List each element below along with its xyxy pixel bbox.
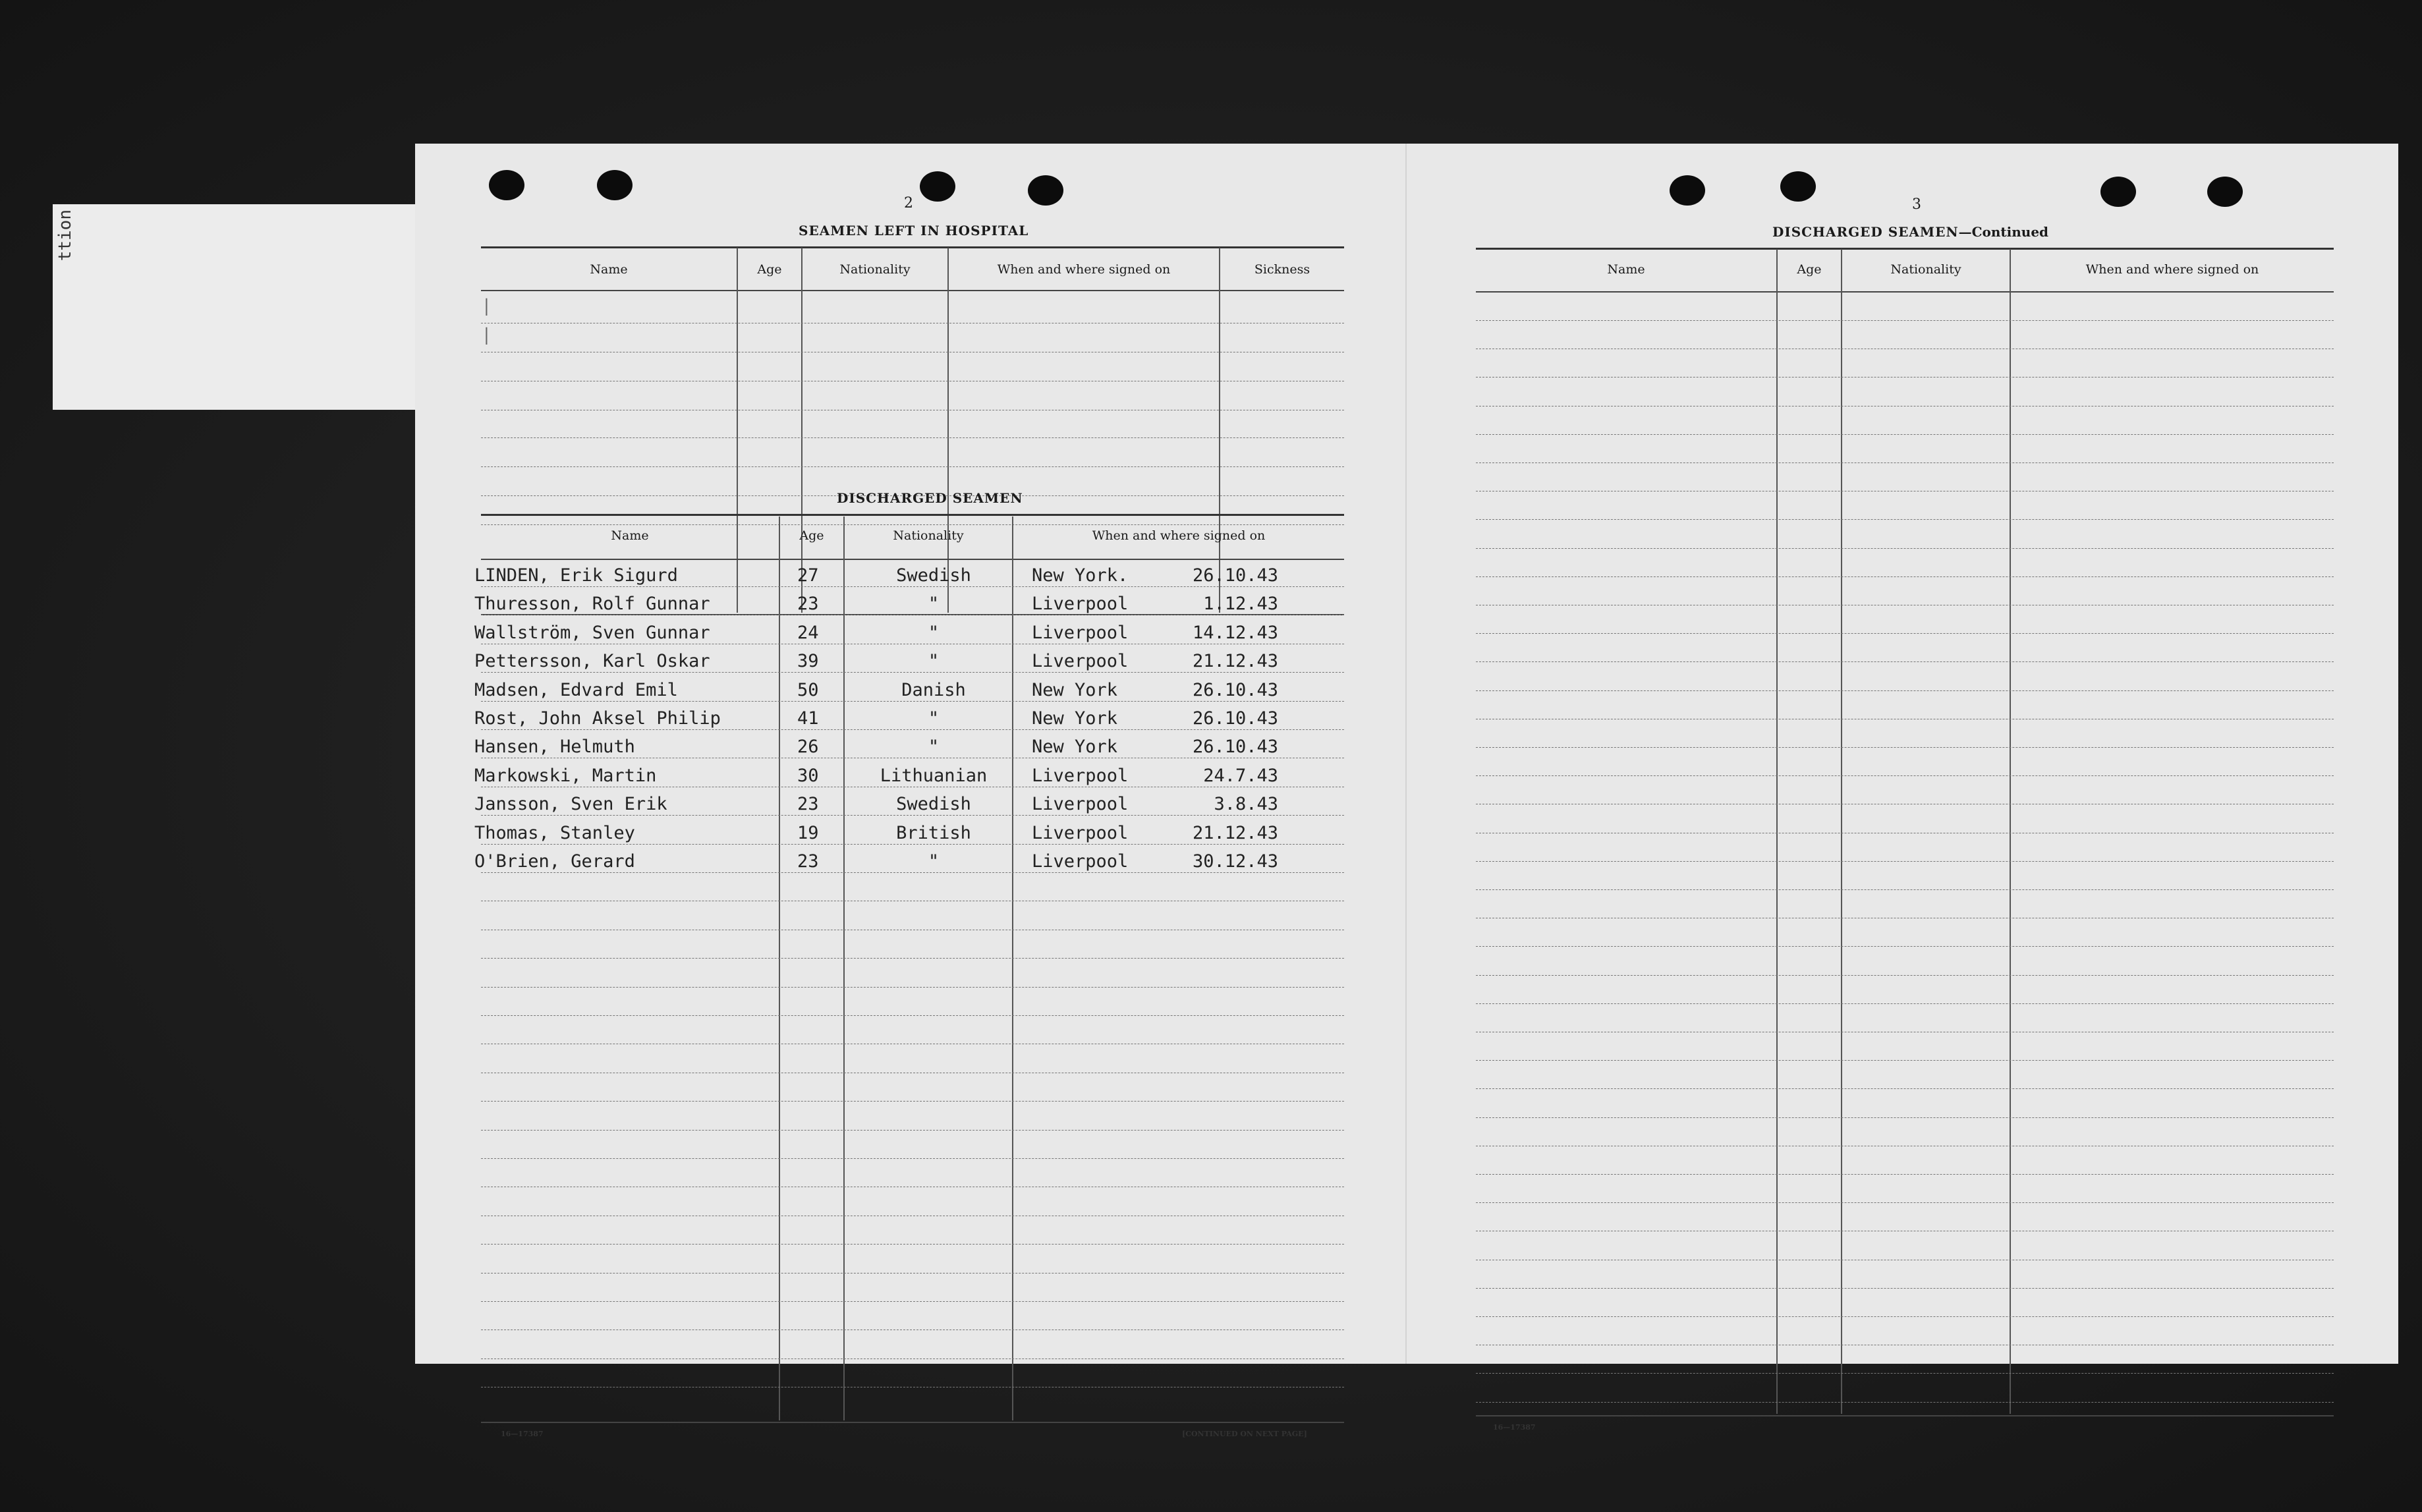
right-row-line — [1476, 519, 2334, 520]
right-row-line — [1476, 1174, 2334, 1175]
center-fold — [1405, 144, 1407, 1364]
hospital-row-line — [481, 437, 1344, 438]
discharged-row-line — [481, 1301, 1344, 1302]
right-col-rule — [2010, 249, 2011, 1414]
form-number-left: 16—17387 — [501, 1430, 544, 1438]
signed-on-date: 1.12.43 — [1203, 594, 1278, 614]
punch-hole — [920, 171, 955, 202]
signed-on-date: 24.7.43 — [1203, 766, 1278, 786]
signed-on-date: 26.10.43 — [1192, 737, 1278, 757]
seaman-nationality: Swedish — [896, 565, 971, 586]
seaman-age: 19 — [797, 823, 819, 843]
discharged-top-rule — [481, 514, 1344, 516]
hospital-col-rule — [1219, 248, 1220, 613]
seaman-nationality: " — [928, 594, 940, 614]
seaman-nationality: " — [928, 851, 940, 872]
hospital-row-line — [481, 524, 1344, 525]
signed-on-date: 26.10.43 — [1192, 680, 1278, 700]
seaman-age: 30 — [797, 766, 819, 786]
right-row-line — [1476, 1117, 2334, 1118]
right-row-line — [1476, 462, 2334, 463]
discharged-header-nationality: Nationality — [893, 528, 964, 543]
seaman-nationality: " — [928, 708, 940, 729]
right-header-signed-on: When and where signed on — [2085, 262, 2259, 277]
discharged-header-rule — [481, 559, 1344, 560]
hospital-row-line — [481, 466, 1344, 467]
signed-on-place: Liverpool — [1032, 823, 1129, 843]
seaman-age: 24 — [797, 623, 819, 643]
right-row-line — [1476, 661, 2334, 662]
seaman-nationality: British — [896, 823, 971, 843]
seaman-name: Thomas, Stanley — [474, 823, 635, 843]
signed-on-place: Liverpool — [1032, 794, 1129, 814]
seaman-name: Thuresson, Rolf Gunnar — [474, 594, 710, 614]
discharged-col-rule — [843, 517, 845, 1420]
signed-on-date: 26.10.43 — [1192, 565, 1278, 586]
discharged-row-line — [481, 1273, 1344, 1274]
signed-on-date: 30.12.43 — [1192, 851, 1278, 872]
seaman-nationality: Danish — [901, 680, 966, 700]
seaman-name: Wallström, Sven Gunnar — [474, 623, 710, 643]
signed-on-place: New York — [1032, 708, 1118, 729]
right-header-name: Name — [1607, 262, 1645, 277]
seaman-name: Markowski, Martin — [474, 766, 657, 786]
discharged-col-rule — [779, 517, 780, 1420]
right-row-line — [1476, 861, 2334, 862]
punch-hole — [2100, 177, 2136, 207]
discharged-row-line — [481, 958, 1344, 959]
right-header-rule — [1476, 291, 2334, 293]
punch-hole — [2207, 177, 2243, 207]
left-page-bottom-rule — [481, 1422, 1344, 1423]
right-row-line — [1476, 576, 2334, 577]
seaman-nationality: Lithuanian — [880, 766, 988, 786]
right-row-line — [1476, 946, 2334, 947]
seaman-nationality: Swedish — [896, 794, 971, 814]
discharged-row-line — [481, 729, 1344, 730]
hospital-header-signed-on: When and where signed on — [997, 262, 1171, 277]
discharged-row-line — [481, 701, 1344, 702]
signed-on-date: 14.12.43 — [1192, 623, 1278, 643]
punch-hole — [597, 170, 633, 200]
right-row-line — [1476, 747, 2334, 748]
right-header-age: Age — [1797, 262, 1822, 277]
hospital-col-rule — [947, 248, 949, 613]
hospital-header-nationality: Nationality — [839, 262, 911, 277]
seaman-age: 23 — [797, 594, 819, 614]
seaman-name: O'Brien, Gerard — [474, 851, 635, 872]
seaman-nationality: " — [928, 651, 940, 671]
discharged-row-line — [481, 672, 1344, 673]
right-row-line — [1476, 1316, 2334, 1317]
page-number-right: 3 — [1912, 196, 1921, 213]
seaman-nationality: " — [928, 623, 940, 643]
signed-on-date: 21.12.43 — [1192, 823, 1278, 843]
seaman-name: LINDEN, Erik Sigurd — [474, 565, 678, 586]
hospital-col-rule — [737, 248, 738, 613]
signed-on-place: Liverpool — [1032, 623, 1129, 643]
signed-on-date: 21.12.43 — [1192, 651, 1278, 671]
form-number-right: 16—17387 — [1493, 1423, 1536, 1432]
right-row-line — [1476, 1373, 2334, 1374]
page-number-left: 2 — [904, 195, 913, 211]
right-row-line — [1476, 434, 2334, 435]
discharged-header-age: Age — [799, 528, 824, 543]
punch-hole — [1670, 175, 1705, 206]
discharged-row-line — [481, 1244, 1344, 1245]
discharged-row-line — [481, 1130, 1344, 1131]
pencil-mark: | — [484, 325, 490, 345]
right-row-line — [1476, 633, 2334, 634]
discharged-row-line — [481, 1101, 1344, 1102]
slip-text: ttion — [55, 210, 75, 262]
seaman-age: 27 — [797, 565, 819, 586]
right-page-bottom-rule — [1476, 1415, 2334, 1416]
hospital-section-title: SEAMEN LEFT IN HOSPITAL — [799, 223, 1029, 238]
seaman-age: 23 — [797, 794, 819, 814]
punch-hole — [1028, 175, 1063, 206]
attached-slip — [53, 204, 422, 410]
discharged-row-line — [481, 987, 1344, 988]
right-header-nationality: Nationality — [1890, 262, 1961, 277]
punch-hole — [1780, 171, 1816, 202]
signed-on-place: Liverpool — [1032, 651, 1129, 671]
seaman-name: Hansen, Helmuth — [474, 737, 635, 757]
discharged-header-signed-on: When and where signed on — [1092, 528, 1266, 543]
discharged-row-line — [481, 586, 1344, 587]
seaman-name: Pettersson, Karl Oskar — [474, 651, 710, 671]
right-row-line — [1476, 775, 2334, 776]
signed-on-place: Liverpool — [1032, 594, 1129, 614]
right-row-line — [1476, 1402, 2334, 1403]
punch-hole — [489, 170, 524, 200]
seaman-name: Madsen, Edvard Emil — [474, 680, 678, 700]
discharged-row-line — [481, 1358, 1344, 1359]
right-col-rule — [1841, 249, 1842, 1414]
seaman-name: Rost, John Aksel Philip — [474, 708, 721, 729]
right-row-line — [1476, 1060, 2334, 1061]
signed-on-date: 26.10.43 — [1192, 708, 1278, 729]
discharged-row-line — [481, 872, 1344, 873]
right-row-line — [1476, 1288, 2334, 1289]
right-row-line — [1476, 975, 2334, 976]
right-row-line — [1476, 889, 2334, 890]
signed-on-date: 3.8.43 — [1214, 794, 1278, 814]
right-top-rule — [1476, 248, 2334, 250]
discharged-section-title: DISCHARGED SEAMEN — [837, 490, 1023, 506]
discharged-row-line — [481, 1015, 1344, 1016]
right-col-rule — [1776, 249, 1778, 1414]
discharged-header-name: Name — [611, 528, 649, 543]
document-sheet — [415, 144, 2398, 1438]
seaman-age: 50 — [797, 680, 819, 700]
hospital-header-rule — [481, 290, 1344, 291]
hospital-top-rule — [481, 246, 1344, 248]
right-row-line — [1476, 1202, 2334, 1203]
pencil-mark: | — [484, 296, 490, 316]
right-row-line — [1476, 320, 2334, 321]
right-row-line — [1476, 548, 2334, 549]
signed-on-place: Liverpool — [1032, 766, 1129, 786]
hospital-header-name: Name — [590, 262, 628, 277]
seaman-age: 41 — [797, 708, 819, 729]
hospital-col-rule — [801, 248, 803, 613]
hospital-header-age: Age — [757, 262, 782, 277]
seaman-age: 23 — [797, 851, 819, 872]
seaman-name: Jansson, Sven Erik — [474, 794, 667, 814]
right-row-line — [1476, 1003, 2334, 1004]
right-section-title-suffix: —Continued — [1958, 224, 2049, 240]
signed-on-place: New York — [1032, 680, 1118, 700]
seaman-nationality: " — [928, 737, 940, 757]
discharged-row-line — [481, 815, 1344, 816]
seaman-age: 39 — [797, 651, 819, 671]
discharged-row-line — [481, 844, 1344, 845]
right-section-title — [1772, 224, 2048, 240]
signed-on-place: New York. — [1032, 565, 1129, 586]
right-row-line — [1476, 377, 2334, 378]
continued-note: [CONTINUED ON NEXT PAGE] — [1182, 1430, 1307, 1438]
right-row-line — [1476, 690, 2334, 691]
hospital-header-sickness: Sickness — [1254, 262, 1310, 277]
right-row-line — [1476, 1088, 2334, 1089]
seaman-age: 26 — [797, 737, 819, 757]
right-section-title-main: DISCHARGED SEAMEN — [1772, 224, 1959, 240]
signed-on-place: New York — [1032, 737, 1118, 757]
signed-on-place: Liverpool — [1032, 851, 1129, 872]
discharged-row-line — [481, 1158, 1344, 1159]
